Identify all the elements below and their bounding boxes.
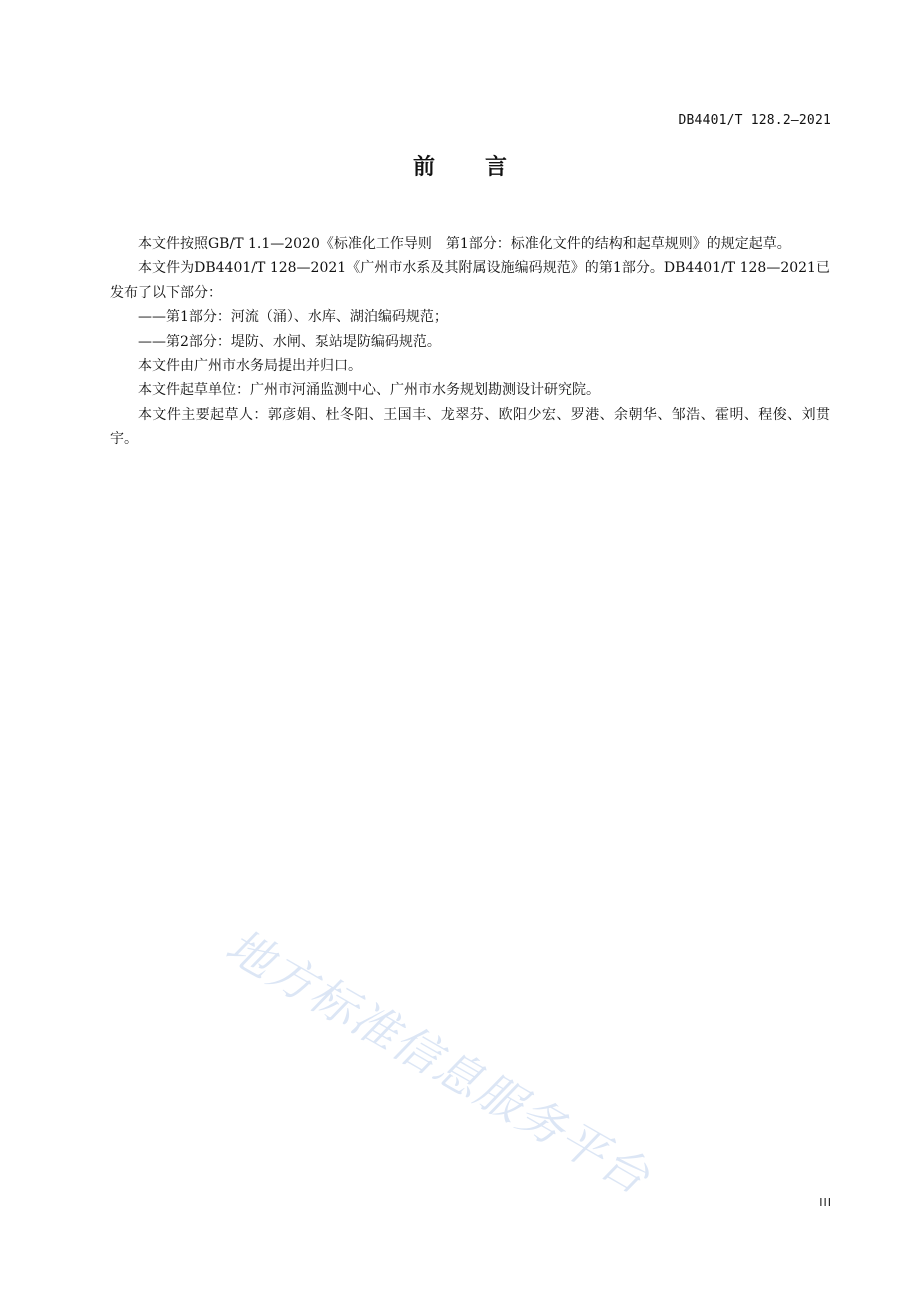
list-item-part-1: ——第1部分：河流（涌）、水库、湖泊编码规范； [138,309,448,326]
paragraph-part-description: 本文件为DB4401/T 128—2021《广州市水系及其附属设施编码规范》的第1部分。DB4401/T 128—2021已发布了以下部分： [110,260,830,301]
standard-code: DB4401/T 128.2—2021 [678,113,831,128]
page-number: III [819,1196,832,1209]
paragraph-proposer: 本文件由广州市水务局提出并归口。 [138,358,362,375]
paragraph-drafters: 本文件主要起草人：郭彦娟、杜冬阳、王国丰、龙翠芬、欧阳少宏、罗港、余朝华、邹浩、霍明、程俊、刘贯宇。 [110,406,830,448]
page-title: 前言 [412,155,557,180]
watermark: 地方标准信息服务平台 [217,918,660,1205]
paragraph-drafting-basis: 本文件按照GB/T 1.1—2020《标准化工作导则 第1部分：标准化文件的结构和起草规则》的规定起草。 [138,236,791,252]
list-item-part-2: ——第2部分：堤防、水闸、泵站堤防编码规范。 [138,333,441,350]
paragraph-drafting-units: 本文件起草单位：广州市河涌监测中心、广州市水务规划勘测设计研究院。 [138,382,600,399]
foreword-body [110,232,830,452]
